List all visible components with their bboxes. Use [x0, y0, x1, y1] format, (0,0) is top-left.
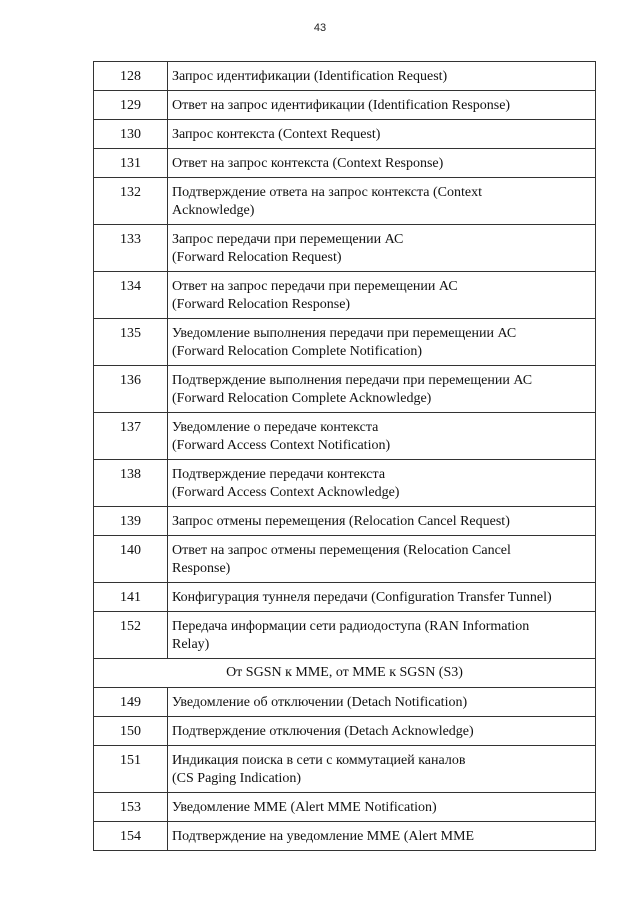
message-description-cell: Уведомление об отключении (Detach Notification): [168, 688, 596, 717]
message-code-cell: 135: [94, 319, 168, 366]
message-description-cell: Подтверждение отключения (Detach Acknowledge): [168, 717, 596, 746]
message-description-cell: Запрос отмены перемещения (Relocation Cancel Request): [168, 507, 596, 536]
message-description-cell: Уведомление MME (Alert MME Notification): [168, 793, 596, 822]
message-code-cell: 128: [94, 62, 168, 91]
table-row: [94, 366, 596, 413]
message-type-table: [93, 61, 596, 851]
message-code-cell: 136: [94, 366, 168, 413]
message-description-cell: Конфигурация туннеля передачи (Configuration Transfer Tunnel): [168, 583, 596, 612]
message-description-cell: Подтверждение ответа на запрос контекста (Context Acknowledge): [168, 178, 596, 225]
message-code-cell: 134: [94, 272, 168, 319]
table-row: [94, 62, 596, 91]
table-row: [94, 507, 596, 536]
message-code-cell: 131: [94, 149, 168, 178]
table-row: [94, 688, 596, 717]
message-description-cell: Запрос передачи при перемещении АС (Forward Relocation Request): [168, 225, 596, 272]
table-row: [94, 319, 596, 366]
table-row: [94, 149, 596, 178]
message-code-cell: 140: [94, 536, 168, 583]
table-row: [94, 91, 596, 120]
message-description-cell: Передача информации сети радиодоступа (RAN Information Relay): [168, 612, 596, 659]
message-description-cell: Ответ на запрос контекста (Context Response): [168, 149, 596, 178]
table-row: [94, 178, 596, 225]
message-code-cell: 153: [94, 793, 168, 822]
table-row: [94, 225, 596, 272]
message-code-cell: 152: [94, 612, 168, 659]
table-row: [94, 583, 596, 612]
table-row: [94, 413, 596, 460]
page-number: 43: [313, 22, 327, 34]
message-description-cell: Подтверждение передачи контекста (Forward Access Context Acknowledge): [168, 460, 596, 507]
message-code-cell: 132: [94, 178, 168, 225]
message-code-cell: 154: [94, 822, 168, 851]
message-description-cell: Уведомление о передаче контекста (Forward Access Context Notification): [168, 413, 596, 460]
table-row: [94, 460, 596, 507]
message-description-cell: Подтверждение выполнения передачи при перемещении АС (Forward Relocation Complete Acknowledge): [168, 366, 596, 413]
message-description-cell: Ответ на запрос отмены перемещения (Relocation Cancel Response): [168, 536, 596, 583]
table-row: [94, 793, 596, 822]
message-code-cell: 137: [94, 413, 168, 460]
table-row: [94, 746, 596, 793]
table-row: [94, 536, 596, 583]
message-description-cell: Ответ на запрос идентификации (Identification Response): [168, 91, 596, 120]
message-code-cell: 149: [94, 688, 168, 717]
table-row: [94, 272, 596, 319]
message-code-cell: 141: [94, 583, 168, 612]
section-title: От SGSN к MME, от MME к SGSN (S3): [94, 659, 596, 688]
table-row: [94, 822, 596, 851]
message-code-cell: 139: [94, 507, 168, 536]
message-description-cell: Запрос идентификации (Identification Request): [168, 62, 596, 91]
message-description-cell: Индикация поиска в сети с коммутацией каналов (CS Paging Indication): [168, 746, 596, 793]
message-description-cell: Ответ на запрос передачи при перемещении АС (Forward Relocation Response): [168, 272, 596, 319]
message-code-cell: 133: [94, 225, 168, 272]
message-code-cell: 150: [94, 717, 168, 746]
message-code-cell: 130: [94, 120, 168, 149]
message-description-cell: Уведомление выполнения передачи при перемещении АС (Forward Relocation Complete Notification): [168, 319, 596, 366]
table-row: [94, 120, 596, 149]
message-code-cell: 129: [94, 91, 168, 120]
table-row: [94, 717, 596, 746]
table-row: [94, 612, 596, 659]
message-description-cell: Запрос контекста (Context Request): [168, 120, 596, 149]
message-code-cell: 151: [94, 746, 168, 793]
section-row: [94, 659, 596, 688]
table-body: [94, 62, 596, 851]
message-description-cell: Подтверждение на уведомление MME (Alert MME: [168, 822, 596, 851]
message-code-cell: 138: [94, 460, 168, 507]
